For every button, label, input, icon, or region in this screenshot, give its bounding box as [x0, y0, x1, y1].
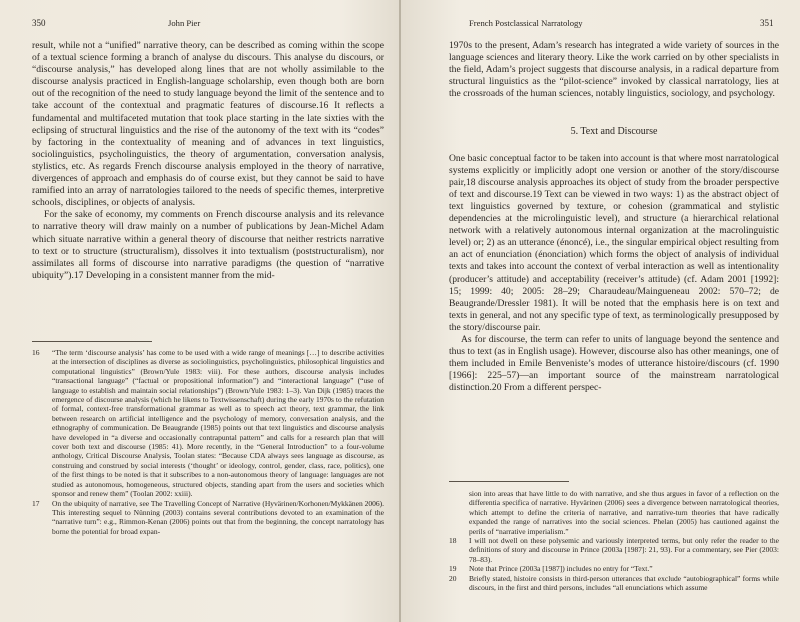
footnote [449, 564, 779, 573]
footnotes [32, 348, 384, 536]
running-head: John Pier [168, 18, 201, 28]
right-page [401, 0, 800, 622]
footnote-text: sion into areas that have little to do with narrative, and she thus argues in favor of a reflection on the differentia specifica of narrative. Hyvärinen (2006) sees a divergence between narratological theories, which attempt to define the criteria of narrative, and narrative-turn theories that have radically expanded the range of narratives into the social sciences. Phelan (2005) has cautioned against the perils of “narrative imperialism.” [469, 489, 779, 536]
left-page [0, 0, 399, 622]
footnote-number: 19 [449, 564, 457, 574]
page-number: 351 [760, 18, 774, 28]
paragraph: One basic conceptual factor to be taken into account is that where most narratological systems explicitly or implicitly adopt one version or another of the story/discourse pair,18 discourse analysis approaches its object of study from the broader perspective of text and discourse.19 Text can be viewed in two ways: 1) as the abstract object of text linguistics governed by texture, or cohesion (grammatical and stylistic dependencies at the microlinguistic level), and structure (a hierarchical relational network with a relatively autonomous internal organization at the macrolinguistic level) or; 2) as an utterance (énoncé), i.e., the singular empirical object resulting from an act of enunciation (énonciation) which forms the object of analysis of individual texts and takes into account the context of verbal interaction as well as intentionality (producer’s attitude) and acceptability (receiver’s attitude) (cf. Adam 2001 [1992]: 15; 1999: 40; 2005: 28–29; Charaudeau/Maingueneau 2002: 570–72; de Beaugrande/Dressler 1981). It will be noted that the emphasis here is on text and texts in general, and not any specific type of text, as terminologically presupposed by the story/discourse pair. [449, 152, 779, 333]
page-number: 350 [32, 18, 46, 28]
section-heading: 5. Text and Discourse [570, 126, 658, 138]
footnote-text: Note that Prince (2003a [1987]) includes no entry for “Text.” [469, 564, 653, 574]
footnote [32, 499, 384, 537]
footnote [449, 574, 779, 593]
footnote-text: I will not dwell on these polysemic and variously interpreted terms, but only refer the reader to the definitions of story and discourse in Prince (2003a [1987]: 21, 93). For a commentary, see Pier (2003: 78–83). [469, 536, 779, 564]
running-head: French Postclassical Narratology [469, 18, 583, 28]
footnote-rule [449, 481, 569, 482]
footnote [449, 536, 779, 564]
footnote-number: 18 [449, 536, 457, 546]
footnote [32, 348, 384, 499]
footnote-rule [32, 341, 152, 342]
footnote-text: “The term ‘discourse analysis’ has come to be used with a wide range of meanings […] to describe activities at the intersection of disciplines as diverse as sociolinguistics, psycholinguistics, philosophical linguistics and computational linguistics” (Brown/Yule 1983: viii). For these authors, discourse analysis includes “transactional language” (“factual or propositional information”) and “interactional language” (“use of language to establish and maintain social relationships”) (Brown/Yule 1983: 1–3). Van Dijk (1985) traces the emergence of discourse analysis (which he likens to Textwissenschaft) during the early 1970s to the refutation of formal, context-free transformational grammar as well as to speech act theory, text grammar, the link between research on artificial intelligence and the psychology of memory, conversation analysis, and the ethnography of communication. De Beaugrande (1985) points out that text linguistics and discourse analysis have developed in “a diverse and occasionally contrapuntal pattern” and calls for a research plan that will cover both text and discourse (1985: 41). More recently, in the “General Introduction” to a four-volume anthology, Critical Discourse Analysis, Toolan states: “Because CDA always sees language as discourse, as construing and construed by social interests (‘thought’ or ideology, control, gender, class, race, politics), one of the first things to be noted is that it subscribes to a non-autonomous theory of language: languages are not studied as autonomous, homogeneous, structured objects, standing apart from the users and societies which sponsor and renew them” (Toolan 2002: xxiii). [52, 348, 384, 499]
footnote-text: On the ubiquity of narrative, see The Travelling Concept of Narrative (Hyvärinen/Korhonen/Mykkänen 2006). This interesting sequel to Nünning (2003) contains several contributions devoted to an examination of the “narrative turn”: e.g., Rimmon-Kenan (2006) points out that from the beginning, the concept narratology has borne the potential for broad expan- [52, 498, 384, 536]
footnote-number: 16 [32, 348, 40, 357]
footnotes [449, 489, 779, 592]
paragraph: As for discourse, the term can refer to units of language beyond the sentence and thus to text (as in English usage). However, discourse also has other meanings, one of them included in Emile Benveniste’s modes of utterance histoire/discours (cf. 1990 [1966]: 225–57)—an important source of the mainstream narratological distinction.20 From a different perspec- [449, 333, 779, 394]
body-text [449, 40, 779, 394]
footnote-number: 17 [32, 498, 40, 508]
paragraph: 1970s to the present, Adam’s research has integrated a wide variety of sources in the language sciences and literary theory. Like the work carried on by other specialists in the field, Adam’s project suggests that discourse analysis, in a radical departure from structural linguistics as the “pilot-science” invoked by classical narratology, lies at the crossroads of the human sciences, notably linguistics, sociology, and psychology. [449, 40, 779, 100]
footnote-text: Briefly stated, histoire consists in third-person utterances that exclude “autobiographical” forms while discours, in the first and third persons, includes “all enunciations which assume [469, 573, 779, 593]
footnote-continuation [449, 489, 779, 536]
paragraph: For the sake of economy, my comments on French discourse analysis and its relevance to narrative theory will draw mainly on a number of publications by Jean-Michel Adam which situate narrative within a general theory of discourse that neither restricts narrative to text or to structure (structuralism), dissolves it into textualism (poststructuralism), nor assimilates all forms of discourse into narrative paradigms (the question of “narrative ubiquity”).17 Developing in a consistent manner from the mid- [32, 209, 384, 281]
paragraph: result, while not a “unified” narrative theory, can be described as coming within the scope of a textual science forming a branch of analyse du discours. This analyse du discours, or “discourse analysis,” has developed along lines that are not wholly assimilable to the discourse analysis practiced in English-language scholarship, even though both are born out of the recognition of the need to study language beyond the limit of the sentence and to take account of the contextual and pragmatic features of discourse.16 It reflects a fundamental and multifaceted mutation that took place starting in the late sixties with the eclipsing of structural linguistics and the rise of the autonomy of the text with its “codes” by factoring in the contextuality of meaning and of advances in text linguistics, sociolinguistics, psycholinguistics, the theory of argumentation, conversation analysis, stylistics, etc. As regards French discourse analysis employed in the theory of narrative, divergences of approach and emphasis do of course exist, but they cannot be said to have ramified into an array of narratologies tailored to the needs of specific themes, interpretive schools, disciplines, or objects of analysis. [32, 40, 384, 209]
footnote-number: 20 [449, 573, 457, 583]
body-text [32, 40, 384, 282]
